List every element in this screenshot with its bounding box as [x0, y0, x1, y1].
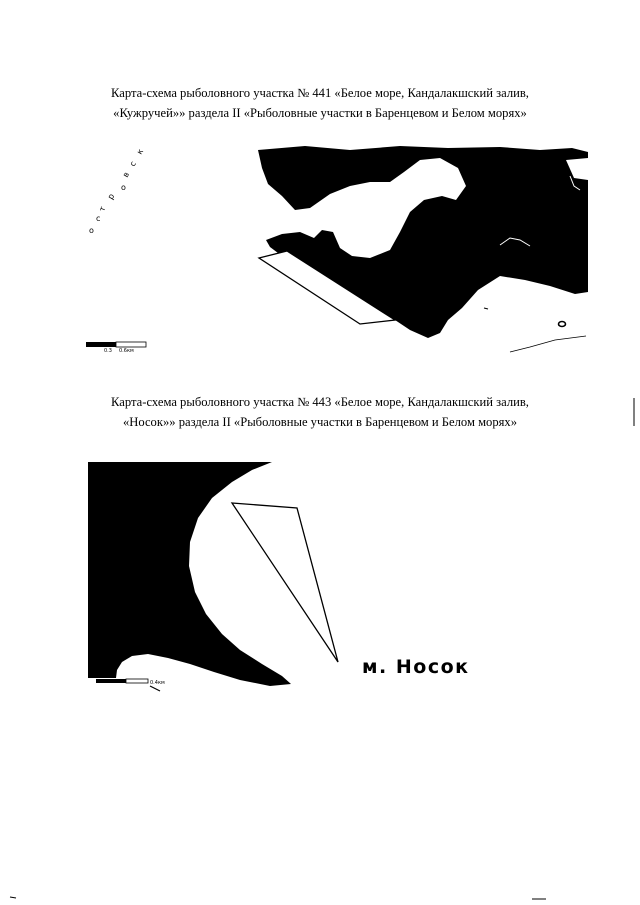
- place-letter: в: [120, 170, 132, 179]
- map-443-fishing-area: [232, 503, 338, 662]
- map-443-land: [88, 462, 291, 686]
- map-441-islet: [559, 322, 566, 327]
- map-441-caption-line2: «Кужручей»» раздела II «Рыболовные участки в Баренцевом и Белом морях»: [113, 106, 527, 120]
- place-letter: о: [121, 183, 126, 192]
- map-441-place-label: [89, 147, 145, 235]
- page-edge-mark: [10, 897, 16, 898]
- map-441-land: [258, 146, 588, 338]
- place-letter: р: [105, 192, 117, 201]
- map-443-scale-label: 0.4км: [150, 680, 165, 686]
- place-letter: с: [96, 214, 101, 223]
- map-441-tick: [484, 308, 488, 309]
- map-441-scale-bar: [86, 342, 146, 354]
- map-441-coastline: [510, 336, 586, 352]
- map-441-scale-label: 0.3: [104, 348, 112, 354]
- map-441-caption-line1: Карта-схема рыболовного участка № 441 «Белое море, Кандалакшский залив,: [111, 86, 529, 100]
- map-443: [88, 462, 470, 691]
- map-441-scale-label: 0.6км: [119, 348, 134, 354]
- place-letter: к: [134, 147, 146, 156]
- place-letter: т: [97, 205, 108, 213]
- map-441: [86, 146, 588, 354]
- map-443-cape-label: м. Носок: [362, 656, 470, 678]
- place-letter: о: [89, 226, 94, 235]
- place-letter: с: [127, 159, 138, 168]
- map-443-caption-line1: Карта-схема рыболовного участка № 443 «Белое море, Кандалакшский залив,: [111, 395, 529, 409]
- map-443-caption-line2: «Носок»» раздела II «Рыболовные участки в Баренцевом и Белом морях»: [122, 415, 518, 429]
- map-443-scale-bar: [96, 679, 165, 686]
- map-441-islet-2: [577, 286, 580, 289]
- map-443-tick: [150, 686, 160, 691]
